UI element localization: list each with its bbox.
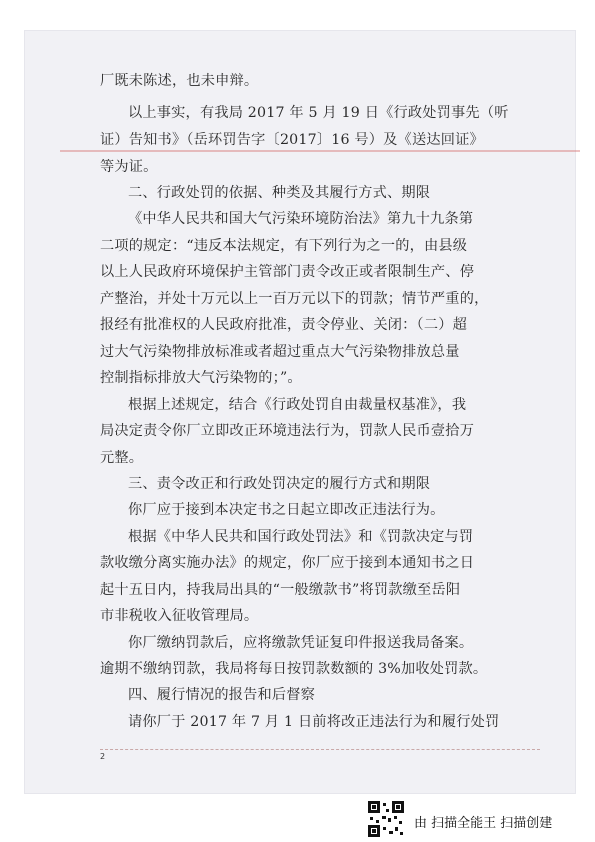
text-line: 过大气污染物排放标准或者超过重点大气污染物排放总量 <box>100 344 460 360</box>
text-line: 局决定责令你厂立即改正环境违法行为，罚款人民币壹拾万 <box>100 423 475 439</box>
text-line: 市非税收入征收管理局。 <box>100 608 259 624</box>
text-line: 你厂应于接到本决定书之日起立即改正违法行为。 <box>128 502 445 518</box>
text-line: 报经有批准权的人民政府批准，责令停业、关闭：（二）超 <box>100 317 467 333</box>
text-line: 产整治，并处十万元以上一百万元以下的罚款；情节严重的， <box>100 291 489 307</box>
qr-code-icon <box>368 801 404 837</box>
section-heading: 三、责令改正和行政处罚决定的履行方式和期限 <box>128 476 431 492</box>
text-line: 款收缴分离实施办法》的规定，你厂应于接到本通知书之日 <box>100 555 475 571</box>
scanner-credit: 由 扫描全能王 扫描创建 <box>414 816 553 831</box>
text-line: 厂既未陈述，也未申辩。 <box>100 73 259 89</box>
text-line: 你厂缴纳罚款后，应将缴款凭证复印件报送我局备案。 <box>128 635 474 651</box>
text-line: 根据上述规定，结合《行政处罚自由裁量权基准》，我 <box>128 397 467 413</box>
text-line: 证）告知书》（岳环罚告字〔2017〕16 号）及《送达回证》 <box>100 132 484 148</box>
section-heading: 四、履行情况的报告和后督察 <box>128 687 316 703</box>
text-line: 以上事实，有我局 2017 年 5 月 19 日《行政处罚事先（听 <box>128 105 509 121</box>
text-line: 控制指标排放大气污染物的；”。 <box>100 370 302 386</box>
text-line: 二项的规定：“违反本法规定，有下列行为之一的，由县级 <box>100 238 468 254</box>
section-heading: 二、行政处罚的依据、种类及其履行方式、期限 <box>128 185 431 201</box>
page-number: 2 <box>100 752 106 761</box>
text-line: 以上人民政府环境保护主管部门责令改正或者限制生产、停 <box>100 264 475 280</box>
text-line: 请你厂于 2017 年 7 月 1 日前将改正违法行为和履行处罚 <box>128 714 500 730</box>
text-line: 逾期不缴纳罚款，我局将每日按罚款数额的 3%加收处罚款。 <box>100 661 488 677</box>
text-line: 《中华人民共和国大气污染环境防治法》第九十九条第 <box>128 211 474 227</box>
footer-rule <box>100 749 540 750</box>
text-line: 等为证。 <box>100 159 158 175</box>
text-line: 起十五日内，持我局出具的“一般缴款书”将罚款缴至岳阳 <box>100 582 461 598</box>
text-line: 元整。 <box>100 450 144 466</box>
red-header-rule <box>60 150 580 152</box>
text-line: 根据《中华人民共和国行政处罚法》和《罚款决定与罚 <box>128 529 474 545</box>
